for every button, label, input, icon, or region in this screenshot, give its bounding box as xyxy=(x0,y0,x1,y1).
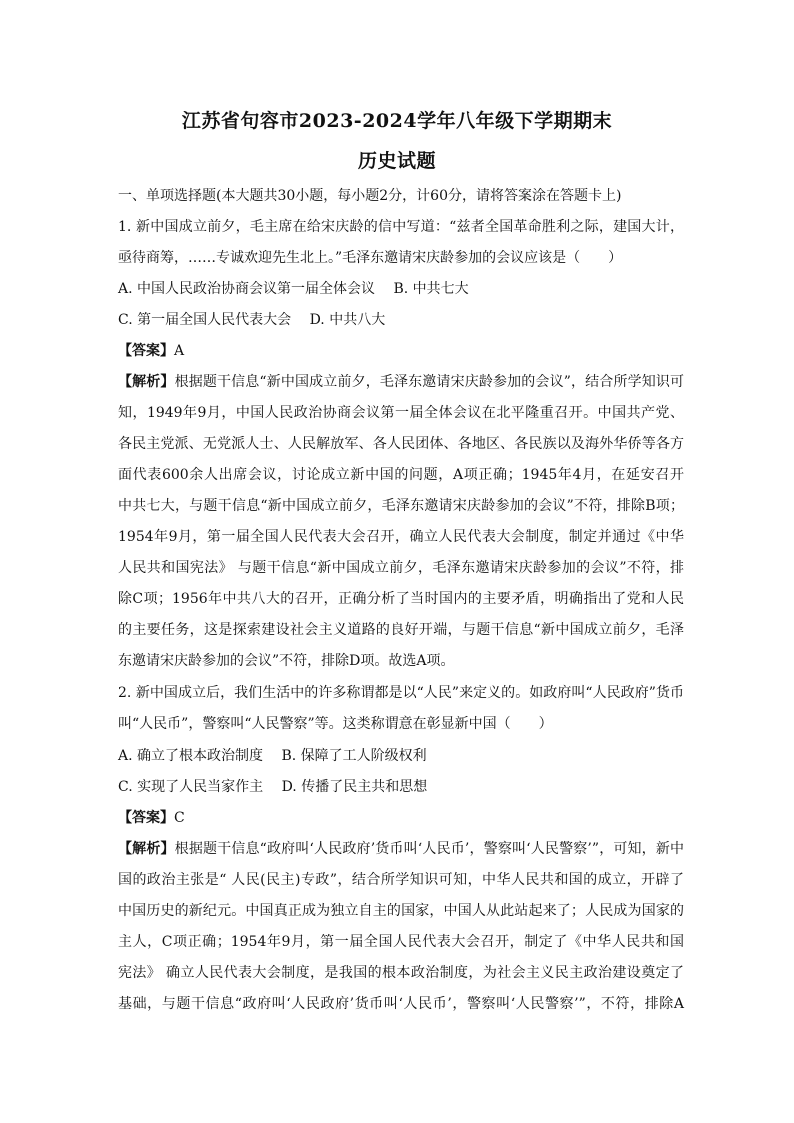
analysis-tag: 【解析】 xyxy=(118,841,175,857)
question-2-stem-line: 叫“人民币”，警察叫“人民警察”等。这类称谓意在彰显新中国（ ） xyxy=(118,716,553,732)
analysis-line: 中共七大，与题干信息“新中国成立前夕，毛泽东邀请宋庆龄参加的会议”不符，排除B项； xyxy=(118,498,684,514)
analysis-line xyxy=(118,372,684,392)
analysis-line: 人民共和国宪法》 与题干信息“新中国成立前夕，毛泽东邀请宋庆龄参加的会议”不符，排 xyxy=(118,560,684,576)
analysis-line: 主人，C项正确；1954年9月，第一届全国人民代表大会召开，制定了《中华人民共和国 xyxy=(118,934,684,950)
analysis-line: 的主要任务，这是探索建设社会主义道路的良好开端，与题干信息“新中国成立前夕，毛泽 xyxy=(118,622,684,638)
analysis-line: 1954年9月，第一届全国人民代表大会召开，确立人民代表大会制度，制定并通过《中华 xyxy=(118,529,684,545)
analysis-line: 基础，与题干信息“政府叫‘人民政府’货币叫‘人民币’，警察叫‘人民警察’”，不符，排除A xyxy=(118,996,684,1012)
analysis-line xyxy=(118,839,684,859)
answer-value: C xyxy=(174,810,185,826)
section-heading: 一、单项选择题(本大题共30小题，每小题2分，计60分，请将答案涂在答题卡上) xyxy=(118,188,622,204)
analysis-line: 知，1949年9月，中国人民政治协商会议第一届全体会议在北平隆重召开。中国共产党、 xyxy=(118,405,684,421)
analysis-line: 除C项；1956年中共八大的召开，正确分析了当时国内的主要矛盾，明确指出了党和人民 xyxy=(118,591,684,607)
question-2-options: A. 确立了根本政治制度 B. 保障了工人阶级权利 xyxy=(118,748,427,764)
analysis-text: 根据题干信息“新中国成立前夕，毛泽东邀请宋庆龄参加的会议”，结合所学知识可 xyxy=(174,374,685,390)
analysis-tag: 【解析】 xyxy=(118,374,175,390)
analysis-line: 宪法》 确立人民代表大会制度，是我国的根本政治制度，为社会主义民主政治建设奠定了 xyxy=(118,965,684,981)
answer-tag: 【答案】 xyxy=(118,343,174,359)
question-1-stem-line: 1. 新中国成立前夕，毛主席在给宋庆龄的信中写道：“兹者全国革命胜利之际，建国大计， xyxy=(118,219,684,235)
question-1-stem-line: 亟待商筹，……专诚欢迎先生北上。”毛泽东邀请宋庆龄参加的会议应该是（ ） xyxy=(118,250,623,266)
analysis-line: 东邀请宋庆龄参加的会议”不符，排除D项。故选A项。 xyxy=(118,653,455,669)
answer-tag: 【答案】 xyxy=(118,810,174,826)
answer-value: A xyxy=(174,343,185,359)
analysis-line: 各民主党派、无党派人士、人民解放军、各人民团体、各地区、各民族以及海外华侨等各方 xyxy=(118,436,684,452)
question-1-answer xyxy=(118,341,684,361)
question-2-options: C. 实现了人民当家作主 D. 传播了民主共和思想 xyxy=(118,779,428,795)
question-1-options: A. 中国人民政治协商会议第一届全体会议 B. 中共七大 xyxy=(118,281,469,297)
analysis-line: 中国历史的新纪元。中国真正成为独立自主的国家，中国人从此站起来了；人民成为国家的 xyxy=(118,903,684,919)
analysis-text: 根据题干信息“政府叫‘人民政府’货币叫‘人民币’，警察叫‘人民警察’”，可知，新中 xyxy=(174,841,685,857)
analysis-line: 面代表600余人出席会议，讨论成立新中国的问题，A项正确；1945年4月，在延安召开 xyxy=(118,467,684,483)
analysis-line: 国的政治主张是“ 人民(民主)专政”，结合所学知识可知，中华人民共和国的成立，开辟了 xyxy=(118,872,684,888)
document-title: 江苏省句容市2023-2024学年八年级下学期期末 xyxy=(181,110,613,132)
question-1-options: C. 第一届全国人民代表大会 D. 中共八大 xyxy=(118,312,386,328)
question-2-answer xyxy=(118,808,684,828)
document-subtitle: 历史试题 xyxy=(357,150,436,172)
question-2-stem-line: 2. 新中国成立后，我们生活中的许多称谓都是以“人民”来定义的。如政府叫“人民政府”货币 xyxy=(118,685,684,701)
